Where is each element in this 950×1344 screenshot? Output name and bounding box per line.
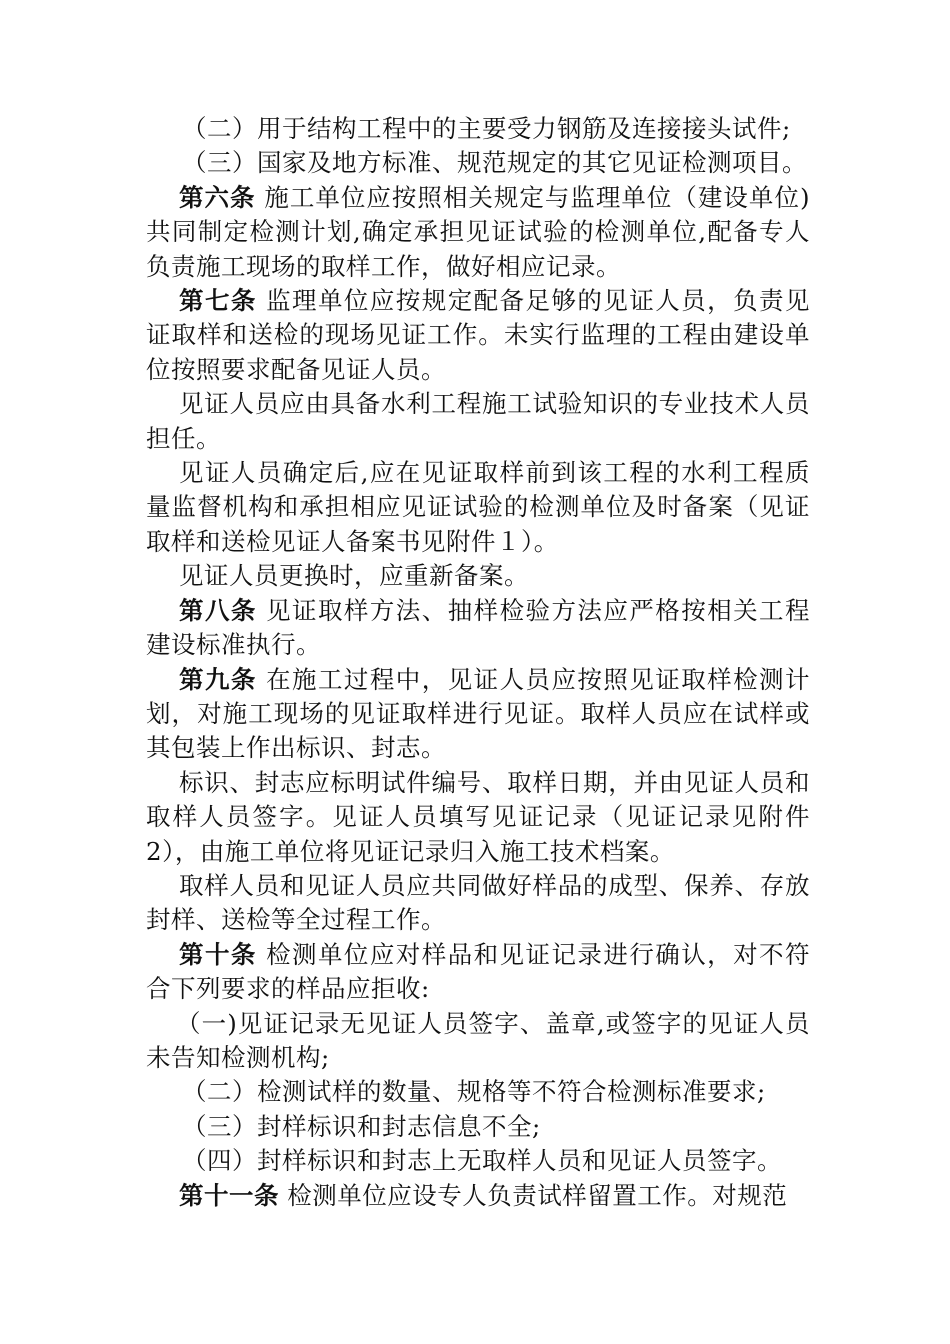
article-heading: 第六条 [179, 182, 256, 212]
paragraph-text: （二）检测试样的数量、规格等不符合检测标准要求; [182, 1077, 766, 1107]
list-item-1 [146, 1007, 810, 1076]
paragraph [146, 456, 810, 559]
paragraph-text: （四）封样标识和封志上无取样人员和见证人员签字。 [182, 1146, 782, 1176]
paragraph-text: 检测单位应设专人负责试样留置工作。对规范 [287, 1180, 788, 1210]
list-item-2 [146, 112, 810, 146]
paragraph [146, 869, 810, 938]
article-heading: 第九条 [179, 664, 257, 694]
article-11 [146, 1179, 810, 1213]
paragraph-text: （一)见证记录无见证人员签字、盖章,或签字的见证人员未告知检测机构; [146, 1008, 810, 1072]
article-7 [146, 284, 810, 387]
article-9 [146, 663, 810, 766]
paragraph [146, 559, 810, 593]
paragraph-text: 施工单位应按照相关规定与监理单位（建设单位)共同制定检测计划,确定承担见证试验的检测单位,配备专人负责施工现场的取样工作，做好相应记录。 [146, 182, 811, 281]
list-item-4 [146, 1144, 810, 1178]
list-item-3 [146, 146, 810, 180]
paragraph-text: 见证人员应由具备水利工程施工试验知识的专业技术人员担任。 [146, 389, 810, 453]
paragraph-text: 检测单位应对样品和见证记录进行确认，对不符合下列要求的样品应拒收: [146, 939, 810, 1004]
paragraph-text: 见证人员更换时，应重新备案。 [179, 561, 529, 591]
article-heading: 第十条 [179, 939, 257, 969]
article-heading: 第十一条 [179, 1180, 279, 1210]
paragraph-text: 见证取样方法、抽样检验方法应严格按相关工程建设标准执行。 [146, 595, 810, 660]
article-6 [146, 181, 810, 284]
paragraph-text: （二）用于结构工程中的主要受力钢筋及连接接头试件; [182, 114, 791, 143]
paragraph-text: 取样人员和见证人员应共同做好样品的成型、保养、存放封样、送检等全过程工作。 [146, 870, 810, 935]
paragraph-text: 标识、封志应标明试件编号、取样日期，并由见证人员和取样人员签字。见证人员填写见证记录（见证记录见附件2），由施工单位将见证记录归入施工技术档案。 [146, 767, 810, 866]
paragraph-text: 监理单位应按规定配备足够的见证人员，负责见证取样和送检的现场见证工作。未实行监理的工程由建设单位按照要求配备见证人员。 [146, 286, 810, 384]
article-8 [146, 594, 810, 663]
article-heading: 第八条 [179, 595, 257, 625]
article-heading: 第七条 [179, 286, 257, 316]
paragraph-text: 在施工过程中，见证人员应按照见证取样检测计划，对施工现场的见证取样进行见证。取样人员应在试样或其包装上作出标识、封志。 [146, 664, 810, 763]
list-item-3 [146, 1110, 810, 1144]
paragraph [146, 766, 810, 869]
list-item-2 [146, 1075, 810, 1109]
paragraph [146, 387, 810, 456]
paragraph-text: 见证人员确定后,应在见证取样前到该工程的水利工程质量监督机构和承担相应见证试验的检测单位及时备案（见证取样和送检见证人备案书见附件１）。 [146, 458, 810, 556]
paragraph-text: （三）封样标识和封志信息不全; [182, 1111, 541, 1141]
article-10 [146, 938, 810, 1007]
paragraph-text: （三）国家及地方标准、规范规定的其它见证检测项目。 [182, 148, 807, 178]
